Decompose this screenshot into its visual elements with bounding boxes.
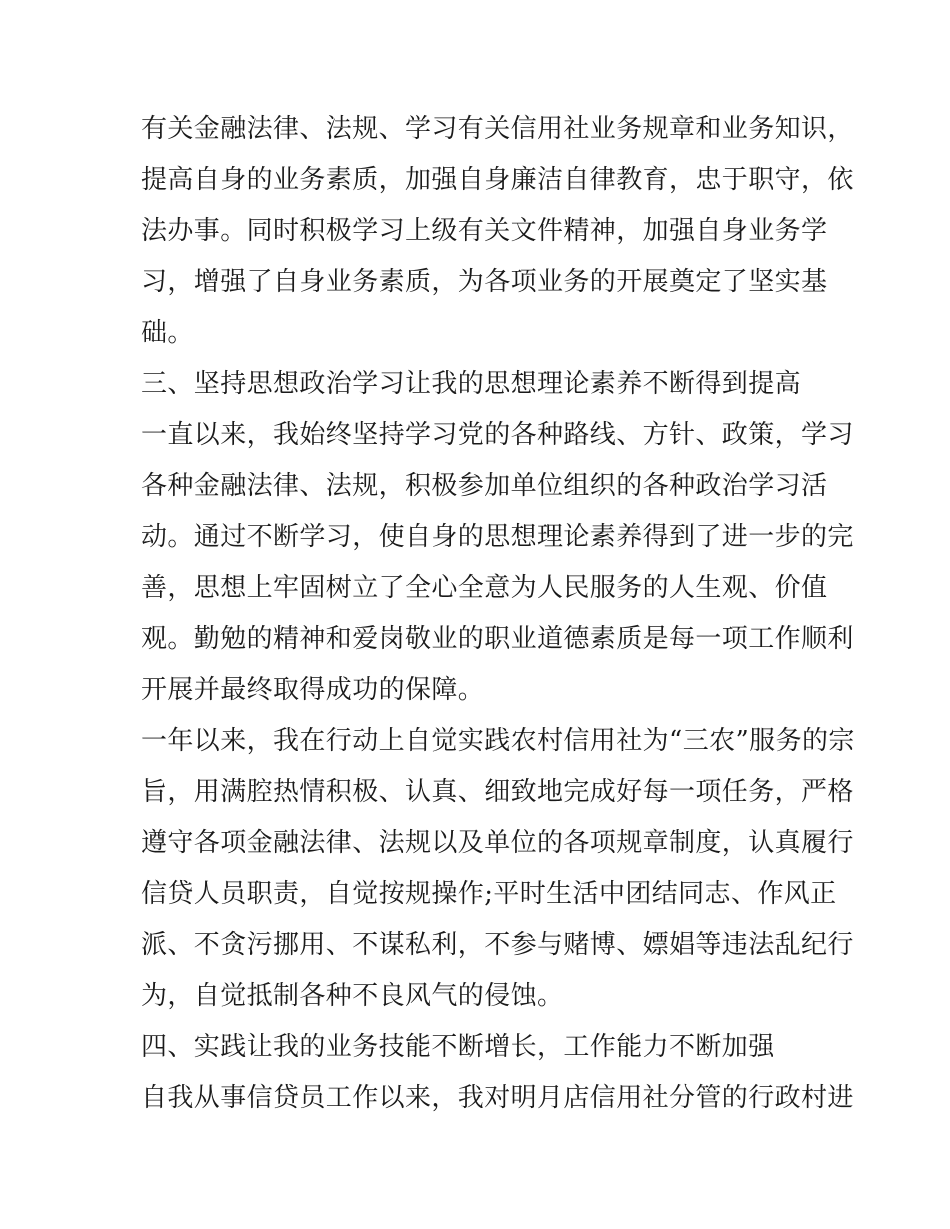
text-line: 为，自觉抵制各种不良风气的侵蚀。 xyxy=(141,981,564,1011)
text-line: 习，增强了自身业务素质，为各项业务的开展奠定了坚实基 xyxy=(141,267,828,297)
text-line: 遵守各项金融法律、法规以及单位的各项规章制度，认真履行 xyxy=(141,828,854,858)
text-line: 动。通过不断学习，使自身的思想理论素养得到了进一步的完 xyxy=(141,522,854,552)
section-heading-3: 三、坚持思想政治学习让我的思想理论素养不断得到提高 xyxy=(141,369,802,399)
text-line: 一年以来，我在行动上自觉实践农村信用社为“三农”服务的宗 xyxy=(141,726,855,756)
text-line: 善，思想上牢固树立了全心全意为人民服务的人生观、价值 xyxy=(141,573,828,603)
text-line: 各种金融法律、法规，积极参加单位组织的各种政治学习活 xyxy=(141,471,828,501)
text-line: 观。勤勉的精神和爱岗敬业的职业道德素质是每一项工作顺利 xyxy=(141,624,854,654)
section-heading-4: 四、实践让我的业务技能不断增长，工作能力不断加强 xyxy=(141,1032,775,1062)
text-line: 自我从事信贷员工作以来，我对明月店信用社分管的行政村进 xyxy=(141,1083,854,1113)
text-line: 础。 xyxy=(141,318,194,348)
text-line: 有关金融法律、法规、学习有关信用社业务规章和业务知识， xyxy=(141,114,854,144)
text-line: 开展并最终取得成功的保障。 xyxy=(141,675,485,705)
text-line: 一直以来，我始终坚持学习党的各种路线、方针、政策，学习 xyxy=(141,420,854,450)
text-line: 派、不贪污挪用、不谋私利，不参与赌博、嫖娼等违法乱纪行 xyxy=(141,930,854,960)
text-line: 信贷人员职责，自觉按规操作;平时生活中团结同志、作风正 xyxy=(141,879,837,909)
text-line: 提高自身的业务素质，加强自身廉洁自律教育，忠于职守，依 xyxy=(141,165,854,195)
text-line: 法办事。同时积极学习上级有关文件精神，加强自身业务学 xyxy=(141,216,828,246)
text-line: 旨，用满腔热情积极、认真、细致地完成好每一项任务，严格 xyxy=(141,777,854,807)
document-body xyxy=(141,104,855,1124)
